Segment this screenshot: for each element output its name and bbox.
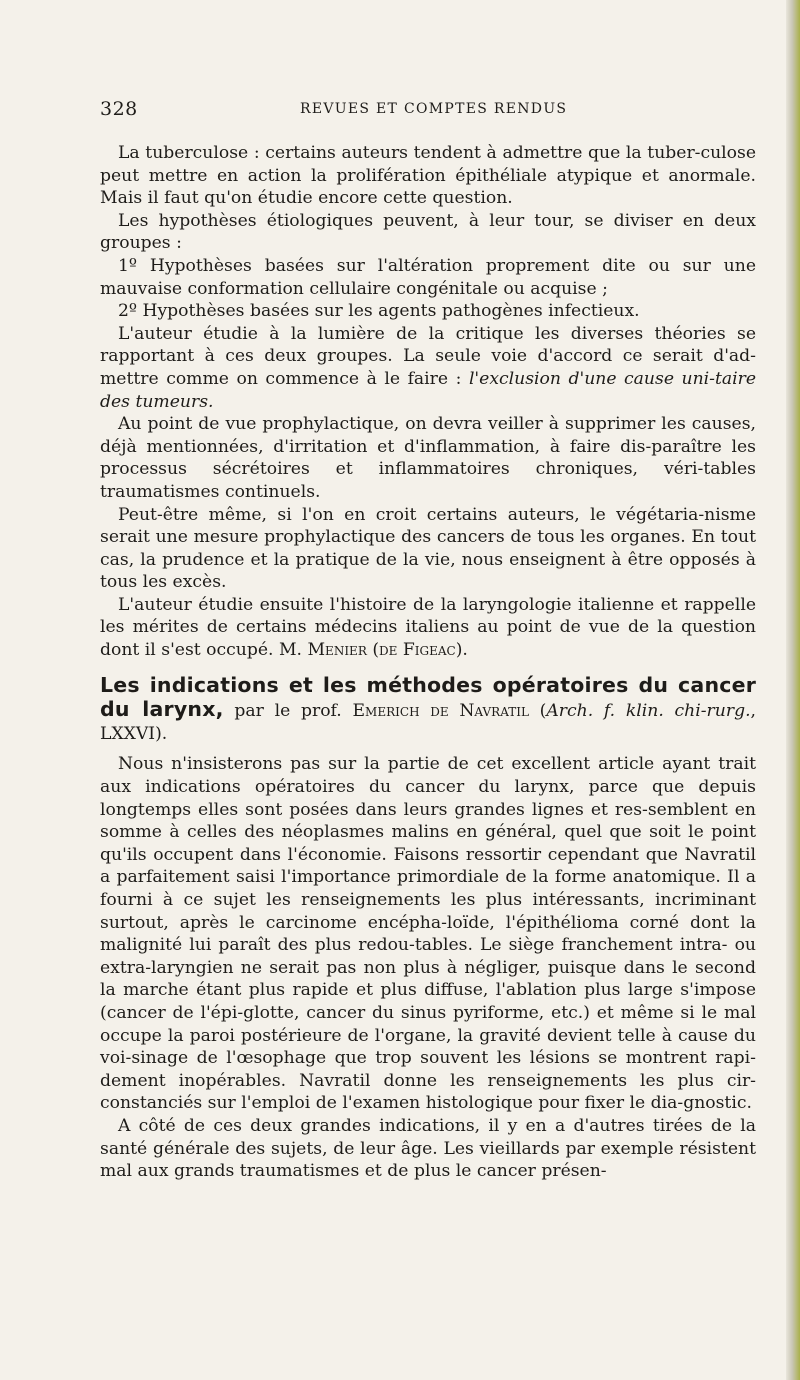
reviewer-signature: M. Menier (de Figeac). — [278, 640, 468, 661]
paragraph-vegetarianism: Peut-être même, si l'on en croit certains auteurs, le végétaria-nisme serait une mesure prophylactique des cancers de tous les organes. En tout cas, la prudence et la pratique de la vie, nous enseignent à être opposés à tous les excès. — [100, 504, 756, 593]
citation-open: ( — [528, 701, 547, 722]
history-text: L'auteur étudie ensuite l'histoire de la laryngologie italienne et rappelle les mérites de certains médecins italiens au point de vue de la question dont il s'est occupé. — [100, 594, 756, 661]
citation-journal: Arch. f. klin. chi-rurg. — [546, 701, 751, 722]
section-title: Les indications et les méthodes opératoires du cancer du larynx, — [100, 672, 756, 722]
paragraph-hypotheses: Les hypothèses étiologiques peuvent, à leur tour, se diviser en deux groupes : — [100, 210, 756, 254]
paragraph-tuberculose: La tuberculose : certains auteurs tendent à admettre que la tuber-culose peut mettre en action la prolifération épithéliale atypique et anormale. Mais il faut qu'on étudie encore cette question. — [100, 143, 756, 209]
page-edge — [786, 0, 800, 1380]
section-by: par le prof. — [223, 701, 353, 722]
theories-text: L'auteur étudie à la lumière de la critique les diverses théories se rapportant à ces deux groupes. La seule voie d'accord ce serait d'ad-mettre comme on commence à le faire : — [100, 323, 756, 389]
section-author: Emerich de Navratil — [352, 701, 529, 722]
page-number: 328 — [100, 98, 138, 120]
section-heading — [100, 674, 756, 746]
article-body — [100, 142, 756, 1183]
citation-rest: , LXXVI). — [100, 701, 756, 744]
running-title: REVUES ET COMPTES RENDUS — [300, 101, 568, 117]
paragraph-hypothesis-1: 1º Hypothèses basées sur l'altération proprement dite ou sur une mauvaise conformation cellulaire congénitale ou acquise ; — [100, 255, 756, 299]
running-head — [100, 98, 752, 132]
paragraph-other-indications: A côté de ces deux grandes indications, il y en a d'autres tirées de la santé générale des sujets, de leur âge. Les vieillards par exemple résistent mal aux grands traumatismes et de plus le cancer présen- — [100, 1115, 756, 1182]
paragraph-history — [100, 594, 756, 662]
paragraph-hypothesis-2: 2º Hypothèses basées sur les agents pathogènes infectieux. — [118, 301, 640, 322]
paragraph-theories — [100, 323, 756, 413]
paragraph-prophylaxis: Au point de vue prophylactique, on devra veiller à supprimer les causes, déjà mentionnées, d'irritation et d'inflammation, à faire dis-paraître les processus sécrétoires et inflammatoires chroniques, véri-tables traumatismes continuels. — [100, 414, 756, 502]
theories-italic-conclusion: l'exclusion d'une cause uni-taire des tumeurs. — [100, 368, 757, 412]
paragraph-indications: Nous n'insisterons pas sur la partie de cet excellent article ayant trait aux indications opératoires du cancer du larynx, parce que depuis longtemps elles sont posées dans leurs grandes lignes et res-semblent en somme à celles des néoplasmes malins en général, quel que soit le point qu'ils occupent dans l'économie. Faisons ressortir cependant que Navratil a parfaitement saisi l'importance primordiale de la forme anatomique. Il a fourni à ce sujet les renseignements les plus intéressants, incriminant surtout, après le carcinome encépha-loïde, l'épithélioma corné dont la malignité lui paraît des plus redou-tables. Le siège franchement intra- ou extra-laryngien ne serait pas non plus à négliger, puisque dans le second la marche étant plus rapide et plus diffuse, l'ablation plus large s'impose (cancer de l'épi-glotte, cancer du sinus pyriforme, etc.) et même si le mal occupe la paroi postérieure de l'organe, la gravité devient telle à cause du voi-sinage de l'œsophage que trop souvent les lésions se montrent rapi-dement inopérables. Navratil donne les renseignements les plus cir-constanciés sur l'emploi de l'examen histologique pour fixer le dia-gnostic. — [100, 754, 756, 1114]
